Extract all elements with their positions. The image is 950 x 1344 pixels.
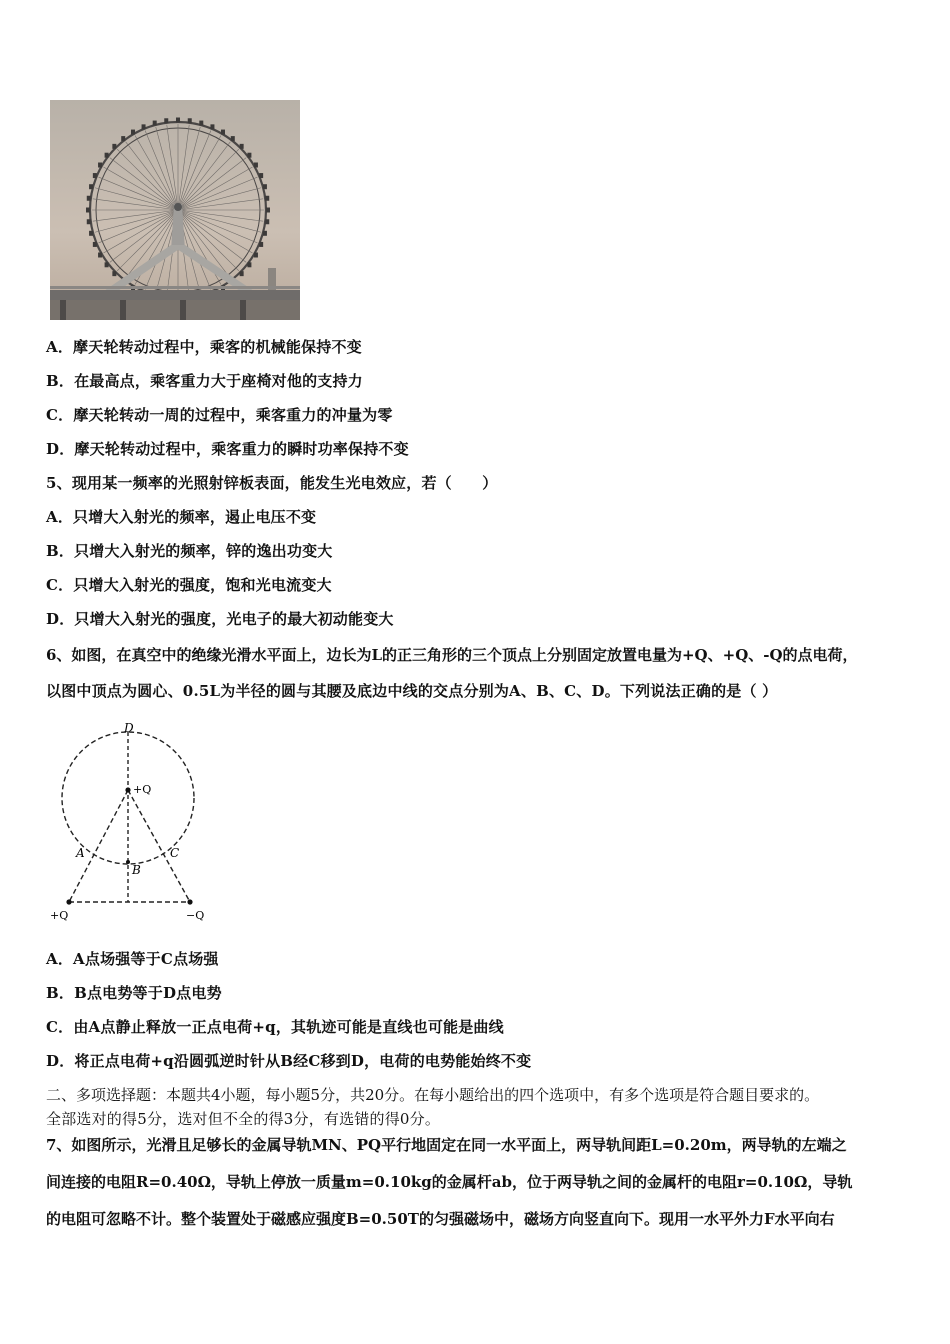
right-charge-dot	[187, 899, 192, 904]
q5-option-b: B．只增大入射光的频率，锌的逸出功变大	[46, 542, 333, 560]
q4-option-d: D．摩天轮转动过程中，乘客重力的瞬时功率保持不变	[46, 440, 409, 458]
charge-triangle-diagram	[40, 722, 240, 927]
q4-option-c: C．摩天轮转动一周的过程中，乘客重力的冲量为零	[46, 406, 393, 424]
q7-line2: 间连接的电阻R=0.40Ω，导轨上停放一质量m=0.10kg的金属杆ab，位于两导轨之间的金属杆的电阻r=0.10Ω，导轨	[46, 1173, 853, 1191]
ferris-wheel-photo	[50, 100, 300, 320]
q4-option-b: B．在最高点，乘客重力大于座椅对他的支持力	[46, 372, 363, 390]
section2-line2: 全部选对的得5分，选对但不全的得3分，有选错的得0分。	[46, 1110, 441, 1128]
label-b: B	[132, 863, 141, 877]
label-c: C	[170, 846, 180, 860]
q6-option-c: C．由A点静止释放一正点电荷+q，其轨迹可能是直线也可能是曲线	[46, 1018, 504, 1036]
point-b-dot	[126, 860, 130, 864]
section2-line1: 二、多项选择题：本题共4小题，每小题5分，共20分。在每小题给出的四个选项中，有多个选项是符合题目要求的。	[46, 1086, 820, 1104]
label-a: A	[76, 846, 85, 860]
label-top-charge: +Q	[133, 783, 152, 796]
q5-option-d: D．只增大入射光的强度，光电子的最大初动能变大	[46, 610, 394, 628]
q6-stem-line2: 以图中顶点为圆心、0.5L为半径的圆与其腰及底边中线的交点分别为A、B、C、D。下列说法正确的是（ ）	[46, 682, 778, 700]
label-d: D	[124, 722, 134, 735]
q4-option-a: A．摩天轮转动过程中，乘客的机械能保持不变	[46, 338, 362, 356]
q6-option-a: A．A点场强等于C点场强	[46, 950, 219, 968]
q5-stem: 5、现用某一频率的光照射锌板表面，能发生光电效应，若（ ）	[46, 474, 498, 492]
q5-option-c: C．只增大入射光的强度，饱和光电流变大	[46, 576, 332, 594]
q6-stem-line1: 6、如图，在真空中的绝缘光滑水平面上，边长为L的正三角形的三个顶点上分别固定放置电量为+Q、+Q、-Q的点电荷，	[46, 646, 858, 664]
q5-option-a: A．只增大入射光的频率，遏止电压不变	[46, 508, 317, 526]
top-charge-dot	[125, 787, 130, 792]
label-left-charge: +Q	[50, 909, 69, 922]
q7-line1: 7、如图所示，光滑且足够长的金属导轨MN、PQ平行地固定在同一水平面上，两导轨间距L=0.20m，两导轨的左端之	[46, 1136, 847, 1154]
left-charge-dot	[66, 899, 71, 904]
q7-line3: 的电阻可忽略不计。整个装置处于磁感应强度B=0.50T的匀强磁场中，磁场方向竖直向下。现用一水平外力F水平向右	[46, 1210, 835, 1228]
q6-option-b: B．B点电势等于D点电势	[46, 984, 222, 1002]
label-right-charge: −Q	[186, 909, 205, 922]
q6-option-d: D．将正点电荷+q沿圆弧逆时针从B经C移到D，电荷的电势能始终不变	[46, 1052, 532, 1070]
